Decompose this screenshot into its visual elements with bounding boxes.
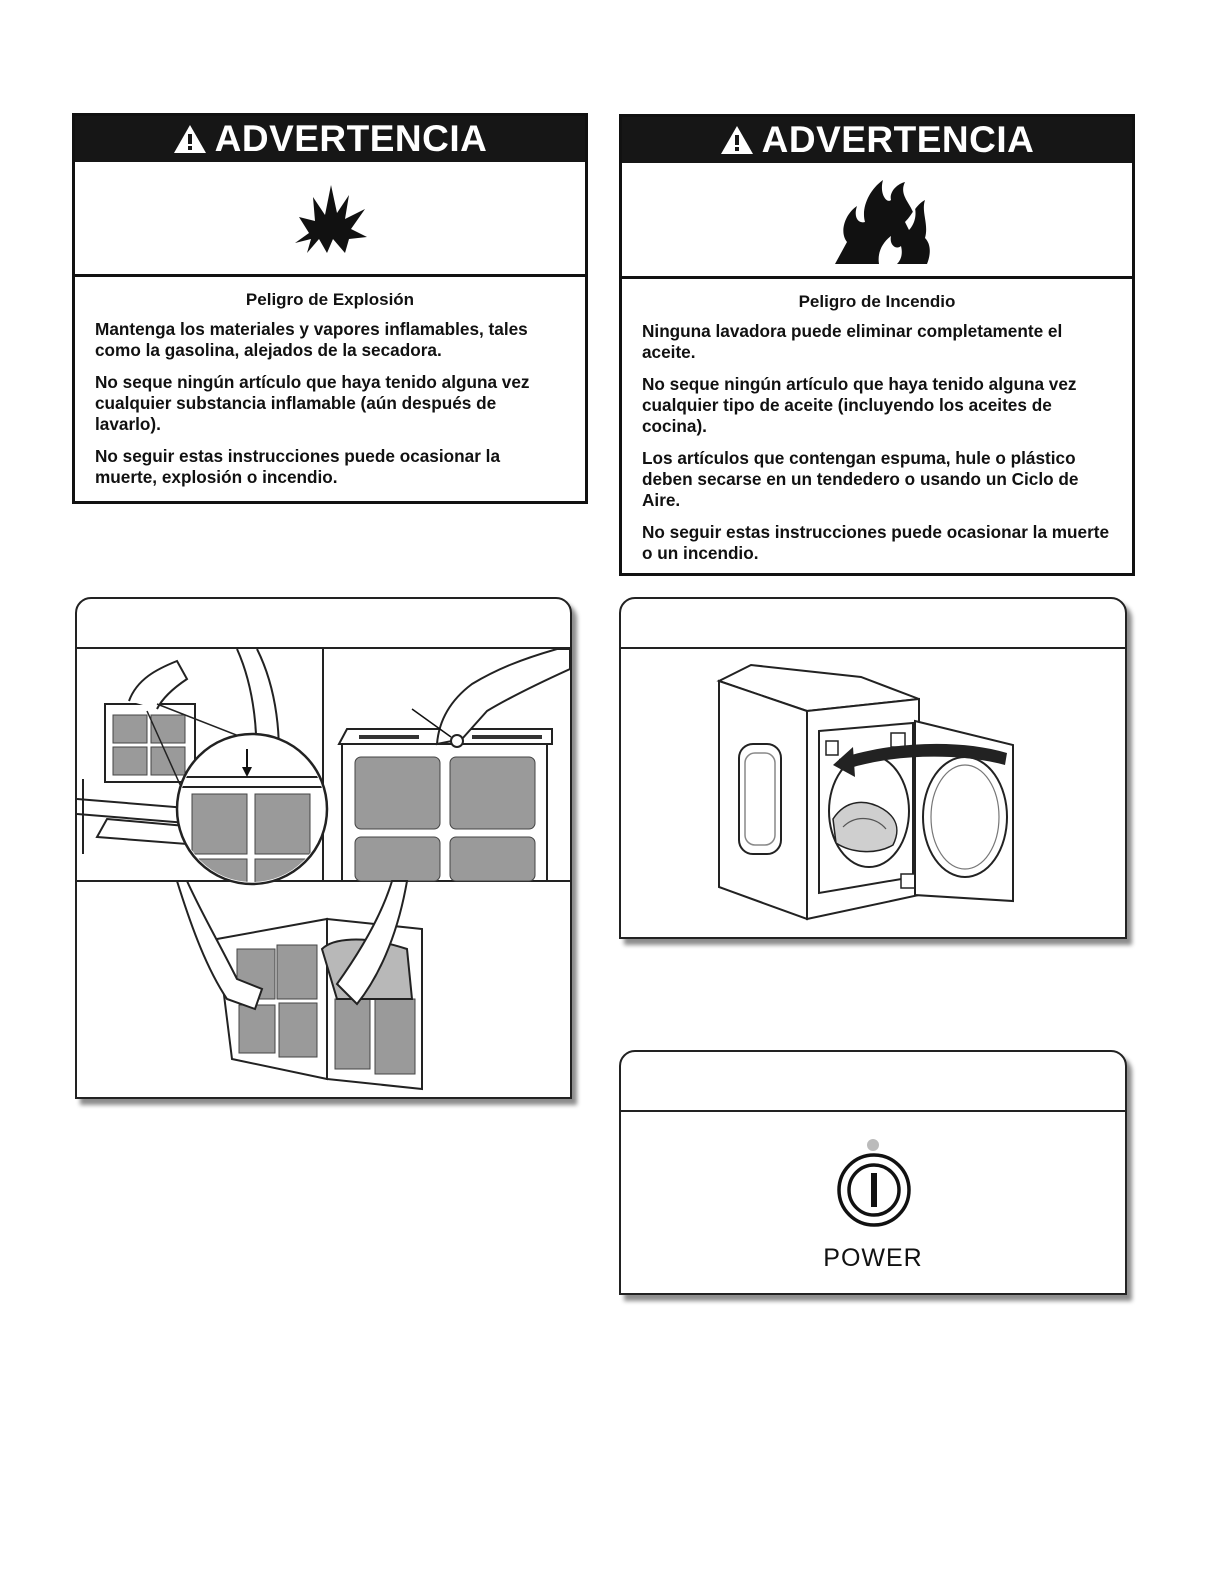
hazard-title: Peligro de Explosión — [245, 290, 415, 309]
warning-paragraph: Los artículos que contengan espuma, hule o plástico deben secarse en un tendedero o usando un Ciclo de Aire. — [642, 448, 1079, 510]
warning-box-fire — [619, 114, 1135, 576]
lint-screen-illustration — [77, 649, 570, 1097]
warning-icon-area — [75, 162, 585, 277]
warning-paragraph: Mantenga los materiales y vapores inflamables, tales como la gasolina, alejados de la secadora. — [95, 319, 528, 360]
warning-icon-area — [622, 163, 1132, 279]
warning-paragraph: No seguir estas instrucciones puede ocasionar la muerte, explosión o incendio. — [95, 446, 500, 487]
warning-paragraph: No seguir estas instrucciones puede ocasionar la muerte o un incendio. — [642, 522, 1110, 563]
warning-paragraph: Ninguna lavadora puede eliminar completamente el aceite. — [642, 321, 1063, 362]
power-indicator-light — [866, 1138, 880, 1152]
warning-triangle-icon — [720, 124, 754, 156]
panel-header — [621, 1052, 1125, 1112]
panel-header — [621, 599, 1125, 649]
warning-header-text: ADVERTENCIA — [761, 119, 1035, 160]
warning-header — [75, 116, 585, 162]
warning-header — [622, 117, 1132, 163]
power-label: POWER — [823, 1244, 923, 1272]
power-icon[interactable] — [836, 1152, 912, 1228]
dryer-loading-illustration — [621, 649, 1125, 937]
lint-screen-cleaning-scene — [177, 881, 422, 1089]
lint-screen-panel — [75, 597, 572, 1099]
explosion-icon — [285, 173, 375, 263]
fire-icon — [817, 172, 937, 268]
warning-text — [622, 279, 1132, 564]
panel-header — [77, 599, 570, 649]
lint-screen-removal-scene — [339, 649, 570, 881]
warning-paragraph: No seque ningún artículo que haya tenido alguna vez cualquier substancia inflamable (aún después de lavarlo). — [95, 372, 530, 434]
warning-text — [75, 277, 585, 488]
power-panel — [619, 1050, 1127, 1295]
warning-paragraph: No seque ningún artículo que haya tenido alguna vez cualquier tipo de aceite (incluyendo los aceites de cocina). — [642, 374, 1077, 436]
power-panel-body — [621, 1112, 1125, 1293]
dryer-loading-panel — [619, 597, 1127, 939]
warning-box-explosion — [72, 113, 588, 504]
hazard-title: Peligro de Incendio — [798, 292, 956, 311]
warning-header-text: ADVERTENCIA — [214, 118, 488, 159]
warning-triangle-icon — [173, 123, 207, 155]
